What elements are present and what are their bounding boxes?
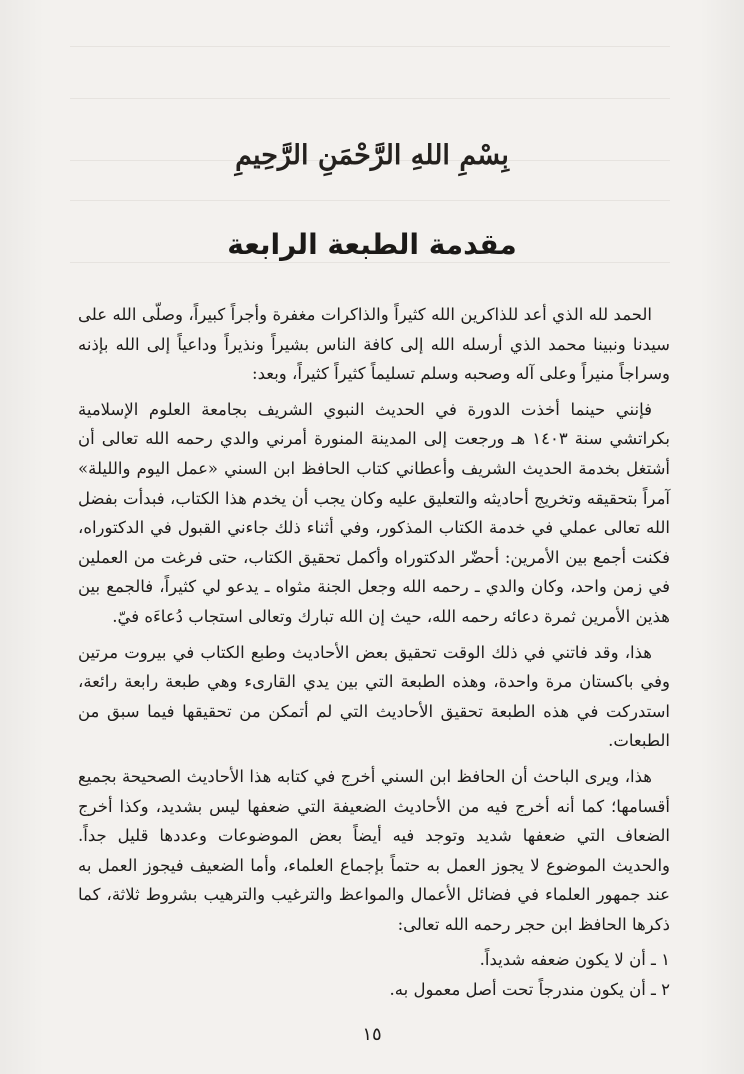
bleed-through-line (70, 46, 670, 47)
bleed-through-line (70, 200, 670, 201)
paragraph: فإنني حينما أخذت الدورة في الحديث النبوي الشريف بجامعة العلوم الإسلامية بكراتشي سنة ١٤٠٣ هـ ورجعت إلى المدينة المنورة أمرني والدي رحمه الله تعالى أن أشتغل بخدمة الحديث الشريف وأعطاني كتاب الحافظ ابن السني «عمل اليوم والليلة» آمراً بتحقيقه وتخريج أحاديثه والتعليق عليه وكان يجب أن يخدم هذا الكتاب، فبدأت بفضل الله تعالى عملي في خدمة الكتاب المذكور، وفي أثناء ذلك جاءني القبول في الدكتوراه، فكنت أجمع بين الأمرين: أحضّر الدكتوراه وأكمل تحقيق الكتاب، حتى فرغت من العملين في زمن واحد، وكان والدي ـ رحمه الله وجعل الجنة مثواه ـ يدعو لي كثيراً، فالجمع بين هذين الأمرين ثمرة دعائه رحمه الله، حيث إن الله تبارك وتعالى استجاب دُعاءَه فيّ. (78, 399, 670, 626)
page-heading: مقدمة الطبعة الرابعة (227, 228, 517, 261)
list-item: ٢ ـ أن يكون مندرجاً تحت أصل معمول به. (389, 980, 670, 1000)
bleed-through-line (70, 98, 670, 99)
basmala: بِسْمِ اللهِ الرَّحْمَنِ الرَّحِيمِ (235, 140, 509, 171)
body-text (78, 300, 670, 1005)
list-item: ١ ـ أن لا يكون ضعفه شديداً. (479, 950, 670, 970)
paragraph: هذا، وقد فاتني في ذلك الوقت تحقيق بعض الأحاديث وطبع الكتاب في بيروت مرتين وفي باكستان مرة واحدة، وهذه الطبعة التي بين يدي القارىء وهي طبعة رابعة رائعة، استدركت في هذه الطبعة تحقيق الأحاديث التي لم أتمكن من تحقيقها فيما سبق من الطبعات. (78, 642, 670, 751)
page-number: ١٥ (362, 1024, 382, 1045)
bleed-through-line (70, 262, 670, 263)
paragraph: هذا، ويرى الباحث أن الحافظ ابن السني أخرج في كتابه هذا الأحاديث الصحيحة بجميع أقسامها؛ كما أنه أخرج فيه من الأحاديث الضعيفة التي ضعفها ليس بشديد، وكذا أخرج الضعاف التي ضعفها شديد وتوجد فيه أيضاً بعض الموضوعات وعددها قليل جداً. والحديث الموضوع لا يجوز العمل به حتماً بإجماع العلماء، وأما الضعيف فيجوز العمل به عند جمهور العلماء في فضائل الأعمال والمواعظ والترغيب والترهيب بشروط ثلاثة، كما ذكرها الحافظ ابن حجر رحمه الله تعالى: (78, 766, 670, 934)
paragraph: الحمد لله الذي أعد للذاكرين الله كثيراً والذاكرات مغفرة وأجراً كبيراً، وصلّى الله على سيدنا ونبينا محمد الذي أرسله الله إلى كافة الناس بشيراً ونذيراً وداعياً إلى الله بإذنه وسراجاً منيراً وعلى آله وصحبه وسلم تسليماً كثيراً كثيراً، وبعد: (78, 305, 670, 384)
